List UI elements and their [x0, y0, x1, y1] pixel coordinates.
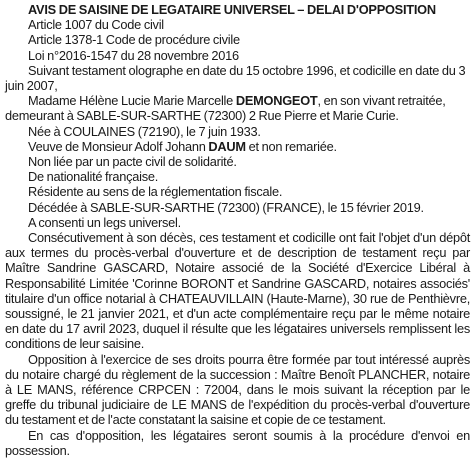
spouse-surname: DAUM — [208, 138, 246, 154]
widow-suffix: et non remariée. — [245, 138, 337, 154]
testator-address: , en son vivant retraitée, demeurant à SABLE-SUR-SARTHE (72300) 2 Rue Pierre et Marie Curie. — [5, 93, 446, 124]
reference-civil-procedure: Article 1378-1 Code de procédure civile — [28, 32, 240, 48]
nationality-line: De nationalité française. — [28, 169, 159, 185]
death-line: Décédée à SABLE-SUR-SARTHE (72300) (FRANCE), le 15 février 2019. — [28, 199, 424, 215]
notice-title: AVIS DE SAISINE DE LEGATAIRE UNIVERSEL – DELAI D'OPPOSITION — [28, 2, 436, 17]
widow-line — [5, 139, 470, 154]
legacy-line: A consenti un legs universel. — [28, 214, 181, 230]
closing-paragraph: En cas d'opposition, les légataires seront soumis à la procédure d'envoi en possession. — [5, 427, 470, 458]
reference-law: Loi n°2016-1547 du 28 novembre 2016 — [28, 47, 239, 63]
testament-paragraph: Suivant testament olographe en date du 15 octobre 1996, et codicille en date du 3 juin 2007, — [5, 62, 466, 94]
testator-paragraph — [5, 93, 470, 123]
reference-civil-code: Article 1007 du Code civil — [28, 17, 164, 33]
deposit-paragraph: Consécutivement à son décès, ces testament et codicille ont fait l'objet d'un dépôt aux termes du procès-verbal d'ouverture et de description de testament reçu par Maître Sandrine GASCARD, Notaire associé de la Société d'Exercice Libéral à Responsabilité Limitée 'Corinne BORONT et Sandrine GASCARD, notaires associés' titulaire d'un office notarial à CHATEAUVILLAIN (Haute-Marne), 30 rue de Penthièvre, soussigné, le 21 janvier 2021, et d'un acte complémentaire reçu par le même notaire en date du 17 avril 2023, duquel il résulte que les légataires universels remplissent les conditions de leur saisine. — [5, 230, 470, 352]
opposition-paragraph: Opposition à l'exercice de ses droits pourra être formée par tout intéressé auprès du notaire chargé du règlement de la succession : Maître Benoît PLANCHER, notaire à LE MANS, référence CRPCEN : 72004, dans le mois suivant la réception par le greffe du tribunal judiciaire de LE MANS de l'expédition du procès-verbal d'ouverture du testament et de l'acte constatant la saisine et copie de ce testament. — [5, 351, 470, 428]
residence-line: Résidente au sens de la réglementation fiscale. — [28, 184, 283, 200]
pacs-line: Non liée par un pacte civil de solidarité. — [28, 154, 237, 170]
testator-surname: DEMONGEOT — [235, 93, 318, 109]
testator-name-prefix: Madame Hélène Lucie Marie Marcelle — [28, 93, 236, 109]
widow-prefix: Veuve de Monsieur Adolf Johann — [28, 138, 209, 154]
birth-line: Née à COULAINES (72190), le 7 juin 1933. — [28, 123, 261, 139]
